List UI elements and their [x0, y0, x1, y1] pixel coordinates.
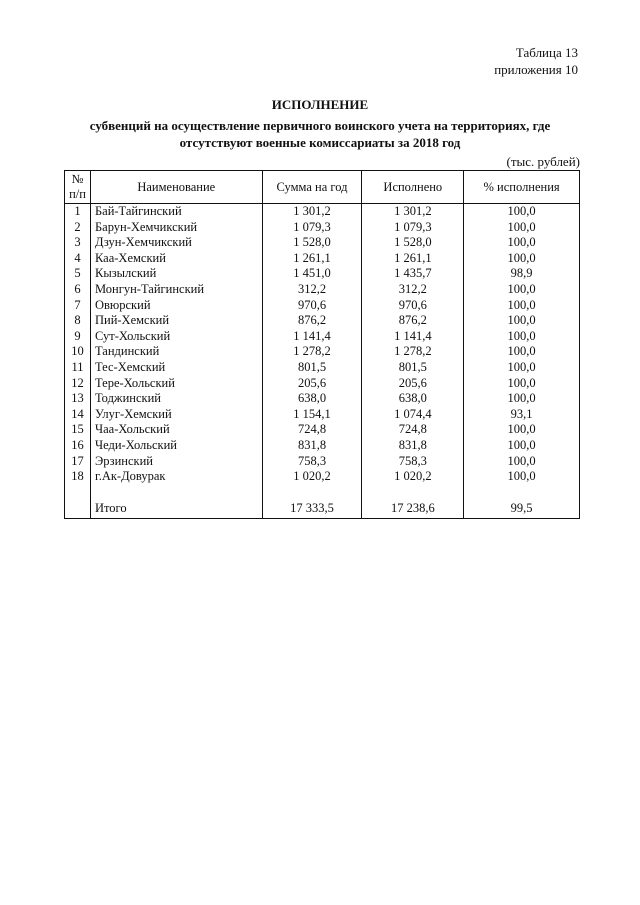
row-name: Барун-Хемчикский — [90, 220, 262, 236]
row-done: 758,3 — [362, 454, 464, 470]
row-pct: 100,0 — [464, 422, 580, 438]
row-name: Пий-Хемский — [90, 313, 262, 329]
row-done: 1 141,4 — [362, 329, 464, 345]
row-pct: 100,0 — [464, 204, 580, 220]
table-row — [65, 344, 580, 360]
row-pct: 100,0 — [464, 454, 580, 470]
table-row — [65, 438, 580, 454]
row-done: 801,5 — [362, 360, 464, 376]
total-pct: 99,5 — [464, 501, 580, 519]
row-name: Чеди-Хольский — [90, 438, 262, 454]
row-pct: 100,0 — [464, 360, 580, 376]
col-header-pct: % исполнения — [464, 171, 580, 204]
row-plan: 1 451,0 — [262, 266, 362, 282]
row-name: Бай-Тайгинский — [90, 204, 262, 220]
table-row — [65, 251, 580, 267]
row-plan: 1 278,2 — [262, 344, 362, 360]
table-row — [65, 204, 580, 220]
row-name: г.Ак-Довурак — [90, 469, 262, 485]
row-done: 831,8 — [362, 438, 464, 454]
row-pct: 100,0 — [464, 251, 580, 267]
spacer-cell — [65, 485, 91, 501]
row-pct: 100,0 — [464, 344, 580, 360]
row-done: 205,6 — [362, 376, 464, 392]
row-name: Тандинский — [90, 344, 262, 360]
row-name: Эрзинский — [90, 454, 262, 470]
row-name: Улуг-Хемский — [90, 407, 262, 423]
row-number: 1 — [65, 204, 91, 220]
row-done: 1 301,2 — [362, 204, 464, 220]
appendix-number: приложения 10 — [494, 62, 578, 77]
row-plan: 205,6 — [262, 376, 362, 392]
row-name: Тере-Хольский — [90, 376, 262, 392]
row-plan: 1 141,4 — [262, 329, 362, 345]
total-plan: 17 333,5 — [262, 501, 362, 519]
table-row — [65, 235, 580, 251]
row-number: 15 — [65, 422, 91, 438]
row-number: 2 — [65, 220, 91, 236]
table-row — [65, 422, 580, 438]
table-row — [65, 282, 580, 298]
total-done: 17 238,6 — [362, 501, 464, 519]
row-plan: 758,3 — [262, 454, 362, 470]
table-row — [65, 391, 580, 407]
title-main: ИСПОЛНЕНИЕ — [271, 97, 369, 112]
row-name: Кызылский — [90, 266, 262, 282]
row-plan: 1 261,1 — [262, 251, 362, 267]
row-plan: 724,8 — [262, 422, 362, 438]
row-number: 18 — [65, 469, 91, 485]
table-row — [65, 376, 580, 392]
spacer-cell — [90, 485, 262, 501]
spacer-cell — [464, 485, 580, 501]
row-plan: 801,5 — [262, 360, 362, 376]
row-number: 10 — [65, 344, 91, 360]
row-done: 970,6 — [362, 298, 464, 314]
table-row — [65, 329, 580, 345]
table-row — [65, 407, 580, 423]
row-done: 724,8 — [362, 422, 464, 438]
table-row — [65, 313, 580, 329]
row-done: 1 079,3 — [362, 220, 464, 236]
col-header-number — [65, 171, 91, 204]
row-name: Монгун-Тайгинский — [90, 282, 262, 298]
row-name: Дзун-Хемчикский — [90, 235, 262, 251]
col-header-number-line1: № — [71, 172, 84, 186]
row-plan: 1 079,3 — [262, 220, 362, 236]
row-pct: 100,0 — [464, 220, 580, 236]
row-plan: 1 020,2 — [262, 469, 362, 485]
row-plan: 876,2 — [262, 313, 362, 329]
total-label: Итого — [90, 501, 262, 519]
row-number: 5 — [65, 266, 91, 282]
col-header-number-line2: п/п — [69, 187, 86, 201]
row-number: 17 — [65, 454, 91, 470]
table-row — [65, 360, 580, 376]
row-done: 876,2 — [362, 313, 464, 329]
row-number: 9 — [65, 329, 91, 345]
title-subtitle-line1: субвенций на осуществление первичного воинского учета на территориях, где — [89, 118, 551, 133]
row-name: Тес-Хемский — [90, 360, 262, 376]
units-note: (тыс. рублей) — [506, 154, 580, 169]
row-done: 1 074,4 — [362, 407, 464, 423]
row-pct: 100,0 — [464, 235, 580, 251]
row-plan: 1 301,2 — [262, 204, 362, 220]
row-pct: 100,0 — [464, 329, 580, 345]
row-plan: 1 154,1 — [262, 407, 362, 423]
row-plan: 970,6 — [262, 298, 362, 314]
row-done: 1 020,2 — [362, 469, 464, 485]
row-number: 12 — [65, 376, 91, 392]
row-name: Каа-Хемский — [90, 251, 262, 267]
row-plan: 312,2 — [262, 282, 362, 298]
row-number: 8 — [65, 313, 91, 329]
table-row — [65, 298, 580, 314]
title-subtitle-line2: отсутствуют военные комиссариаты за 2018 год — [179, 135, 461, 150]
total-row — [65, 501, 580, 519]
table-row — [65, 469, 580, 485]
row-number: 3 — [65, 235, 91, 251]
row-pct: 93,1 — [464, 407, 580, 423]
table-row — [65, 220, 580, 236]
row-done: 312,2 — [362, 282, 464, 298]
row-done: 638,0 — [362, 391, 464, 407]
spacer-row — [65, 485, 580, 501]
row-pct: 100,0 — [464, 282, 580, 298]
row-pct: 98,9 — [464, 266, 580, 282]
table-header-row — [65, 171, 580, 204]
row-done: 1 435,7 — [362, 266, 464, 282]
row-name: Тоджинский — [90, 391, 262, 407]
execution-table — [64, 170, 580, 519]
row-pct: 100,0 — [464, 469, 580, 485]
row-number: 7 — [65, 298, 91, 314]
document-title — [0, 96, 640, 151]
col-header-name: Наименование — [90, 171, 262, 204]
row-done: 1 261,1 — [362, 251, 464, 267]
table-reference — [494, 44, 578, 78]
spacer-cell — [362, 485, 464, 501]
table-row — [65, 266, 580, 282]
spacer-cell — [262, 485, 362, 501]
row-done: 1 278,2 — [362, 344, 464, 360]
row-plan: 831,8 — [262, 438, 362, 454]
row-pct: 100,0 — [464, 391, 580, 407]
row-plan: 1 528,0 — [262, 235, 362, 251]
col-header-plan: Сумма на год — [262, 171, 362, 204]
row-number: 6 — [65, 282, 91, 298]
row-number: 11 — [65, 360, 91, 376]
row-pct: 100,0 — [464, 298, 580, 314]
row-done: 1 528,0 — [362, 235, 464, 251]
row-number: 14 — [65, 407, 91, 423]
row-number: 4 — [65, 251, 91, 267]
row-number: 16 — [65, 438, 91, 454]
table-number: Таблица 13 — [515, 45, 578, 60]
row-pct: 100,0 — [464, 313, 580, 329]
row-plan: 638,0 — [262, 391, 362, 407]
row-pct: 100,0 — [464, 438, 580, 454]
row-name: Сут-Хольский — [90, 329, 262, 345]
table-row — [65, 454, 580, 470]
row-number: 13 — [65, 391, 91, 407]
total-number-cell — [65, 501, 91, 519]
row-name: Овюрский — [90, 298, 262, 314]
row-name: Чаа-Хольский — [90, 422, 262, 438]
col-header-done: Исполнено — [362, 171, 464, 204]
row-pct: 100,0 — [464, 376, 580, 392]
